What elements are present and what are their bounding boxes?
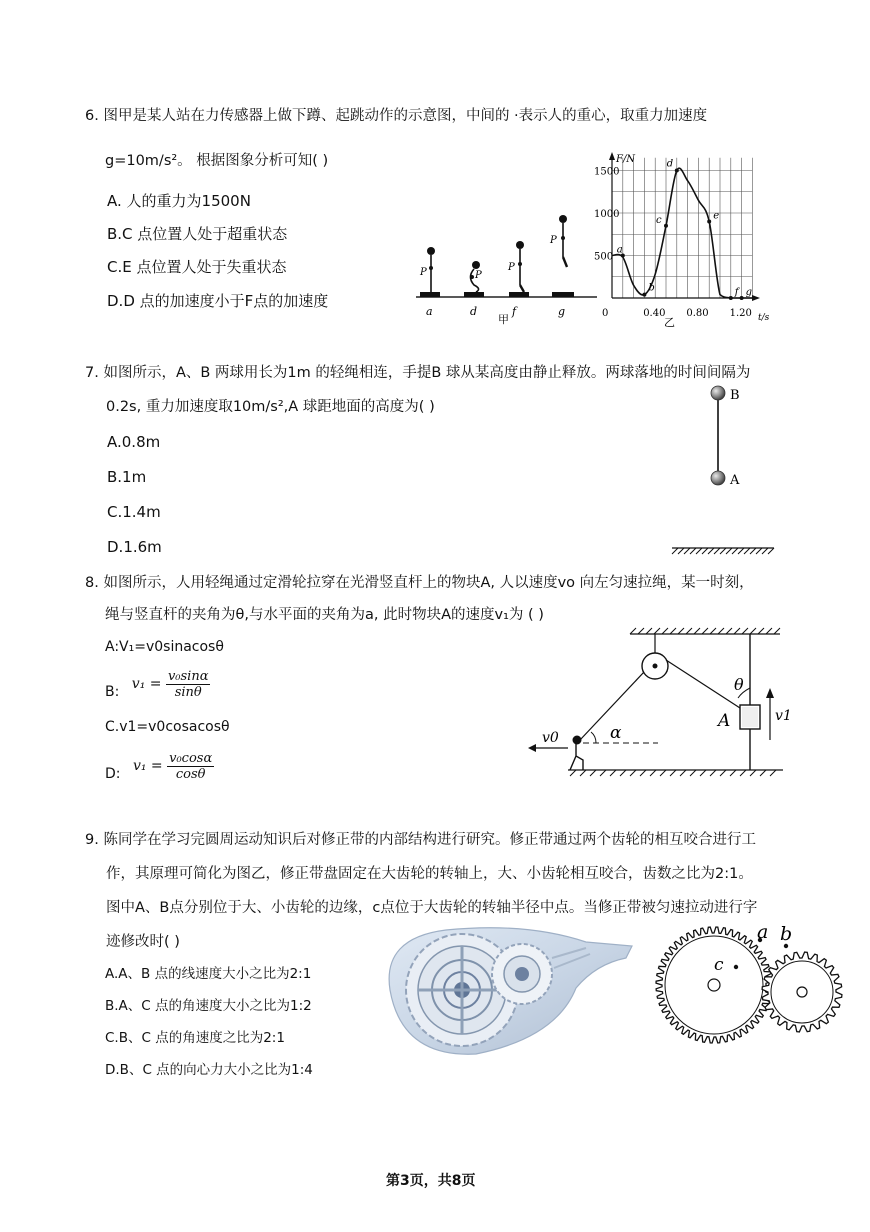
q9-option-a: A.A、B 点的线速度大小之比为2:1 xyxy=(105,966,312,982)
q8-option-b-prefix: B: xyxy=(105,684,120,700)
chart-origin: 0 xyxy=(602,308,609,319)
q7-label-a: A xyxy=(730,473,740,488)
chart-ytick-label: 1500 xyxy=(594,166,620,178)
q7-ball-b xyxy=(711,386,725,400)
chart-point-label-g: g xyxy=(745,287,753,298)
q6-figure-yi-chart xyxy=(596,150,776,328)
q7-option-a: A.0.8m xyxy=(107,433,161,451)
q9-label-b: b xyxy=(780,923,793,945)
q6-option-b: B.C 点位置人处于超重状态 xyxy=(107,225,288,243)
q8-stem-line1: 8. 如图所示，人用轻绳通过定滑轮拉穿在光滑竖直杆上的物块A, 人以速度vo 向左匀速拉绳，某一时刻， xyxy=(85,575,754,591)
chart-point-b xyxy=(642,293,646,297)
q7-option-c: C.1.4m xyxy=(107,503,161,521)
chart-x-arrow xyxy=(752,295,760,301)
chart-point-label-c: c xyxy=(656,214,662,226)
q6-jia-label-g: g xyxy=(558,305,566,318)
q9-big-gear-axle xyxy=(708,979,720,991)
q8-stem-line2: 绳与竖直杆的夹角为θ,与水平面的夹角为a, 此时物块A的速度v₁为 ( ) xyxy=(105,607,544,623)
q6-figure-jia xyxy=(412,205,602,325)
q7-option-b: B.1m xyxy=(107,468,147,486)
chart-point-f xyxy=(729,296,733,300)
q6-jia-p-label-4: P xyxy=(550,235,557,246)
q9-correction-tape-photo xyxy=(376,918,638,1062)
q9-label-c: c xyxy=(714,955,724,975)
q7-stem-line1: 7. 如图所示，A、B 两球用长为1m 的轻绳相连，手提B 球从某高度由静止释放。两球落地的时间间隔为 xyxy=(85,365,751,381)
q6-jia-p-label-2: P xyxy=(475,270,482,281)
q8-option-c: C.v1=v0cosacosθ xyxy=(105,719,230,735)
chart-xtick-label: 0.80 xyxy=(686,308,709,319)
q7-ball-a xyxy=(711,471,725,485)
q8-option-b-denominator: sinθ xyxy=(174,684,202,700)
chart-point-c xyxy=(664,224,668,228)
chart-point-label-b: b xyxy=(648,282,655,294)
q9-point-c xyxy=(734,965,738,969)
q9-option-b: B.A、C 点的角速度大小之比为1:2 xyxy=(105,998,312,1014)
q7-figure xyxy=(666,380,786,560)
chart-y-arrow xyxy=(609,152,615,160)
chart-point-d xyxy=(675,169,679,173)
q9-stem-line2: 作，其原理可简化为图乙，修正带盘固定在大齿轮的转轴上，大、小齿轮相互咬合，齿数之比为2:1。 xyxy=(106,866,753,882)
q6-jia-label-a: a xyxy=(426,305,433,318)
chart-point-label-d: d xyxy=(666,158,674,170)
q6-stem-line1: 6. 图甲是某人站在力传感器上做下蹲、起跳动作的示意图，中间的 ·表示人的重心，取重力加速度 xyxy=(85,108,708,124)
q6-jia-label-d: d xyxy=(470,305,478,318)
chart-series-line xyxy=(612,168,752,298)
q9-option-d: D.B、C 点的向心力大小之比为1:4 xyxy=(105,1062,313,1078)
q9-option-c: C.B、C 点的角速度之比为2:1 xyxy=(105,1030,285,1046)
q9-stem-line3: 图中A、B点分别位于大、小齿轮的边缘，c点位于大齿轮的转轴半径中点。当修正带被匀速拉动进行字 xyxy=(106,900,758,916)
q9-stem-line1: 9. 陈同学在学习完圆周运动知识后对修正带的内部结构进行研究。修正带通过两个齿轮的相互咬合进行工 xyxy=(85,832,756,848)
q9-gear-diagram xyxy=(652,910,852,1060)
q7-stem-line2: 0.2s, 重力加速度取10m/s²,A 球距地面的高度为( ) xyxy=(106,399,435,415)
chart-ytick-label: 1000 xyxy=(594,209,620,220)
q8-v1-label: v1 xyxy=(775,708,792,724)
q6-option-d: D.D 点的加速度小于F点的加速度 xyxy=(107,292,329,310)
q6-option-a: A. 人的重力为1500N xyxy=(107,192,251,210)
q8-block-label: A xyxy=(718,711,731,731)
q8-option-d-denominator: cosθ xyxy=(175,766,206,782)
q8-option-b xyxy=(105,668,210,700)
q6-jia-label-f: f xyxy=(512,305,517,318)
q8-option-d-lhs: v₁ = xyxy=(132,758,163,774)
q8-person-head xyxy=(573,736,582,745)
q8-figure xyxy=(528,622,790,782)
chart-xtick-label: 0.40 xyxy=(643,308,666,319)
q9-label-a: a xyxy=(757,921,769,943)
chart-xtick-label: 1.20 xyxy=(729,308,752,319)
q8-option-d-prefix: D: xyxy=(105,766,121,782)
q7-label-b: B xyxy=(730,388,740,403)
q8-option-b-numerator: v₀sinα xyxy=(167,668,209,684)
q7-option-d: D.1.6m xyxy=(107,538,162,556)
q9-stem-line4: 迹修改时( ) xyxy=(106,934,180,950)
page-footer: 第3页，共8页 xyxy=(386,1173,476,1189)
q6-option-c: C.E 点位置人处于失重状态 xyxy=(107,258,287,276)
chart-grid xyxy=(612,158,752,298)
q6-jia-caption: 甲 xyxy=(498,313,509,326)
q8-option-d-numerator: v₀cosα xyxy=(169,750,213,766)
chart-ytick-label: 500 xyxy=(594,251,614,263)
chart-ylabel: F/N xyxy=(616,154,636,165)
chart-point-label-e: e xyxy=(713,210,720,222)
q6-stem-line2: g=10m/s²。 根据图象分析可知( ) xyxy=(105,153,329,169)
q8-option-a: A:V₁=v0sinacosθ xyxy=(105,639,224,655)
q8-v0-label: v0 xyxy=(542,730,559,746)
q8-option-b-lhs: v₁ = xyxy=(131,676,162,692)
q8-theta-label: θ xyxy=(734,675,744,694)
q8-alpha-label: α xyxy=(610,723,622,743)
q6-jia-p-label-3: P xyxy=(508,262,515,273)
chart-point-e xyxy=(707,220,711,224)
chart-caption: 乙 xyxy=(664,316,675,329)
chart-point-label-f: f xyxy=(734,287,739,298)
chart-point-label-a: a xyxy=(616,244,623,256)
q9-small-gear-axle xyxy=(797,987,807,997)
q6-jia-p-label-1: P xyxy=(420,267,427,278)
chart-point-g xyxy=(740,296,744,300)
q8-option-d xyxy=(105,750,214,782)
q9-photo-small-gear xyxy=(492,944,552,1004)
chart-xlabel: t/s xyxy=(758,313,770,323)
